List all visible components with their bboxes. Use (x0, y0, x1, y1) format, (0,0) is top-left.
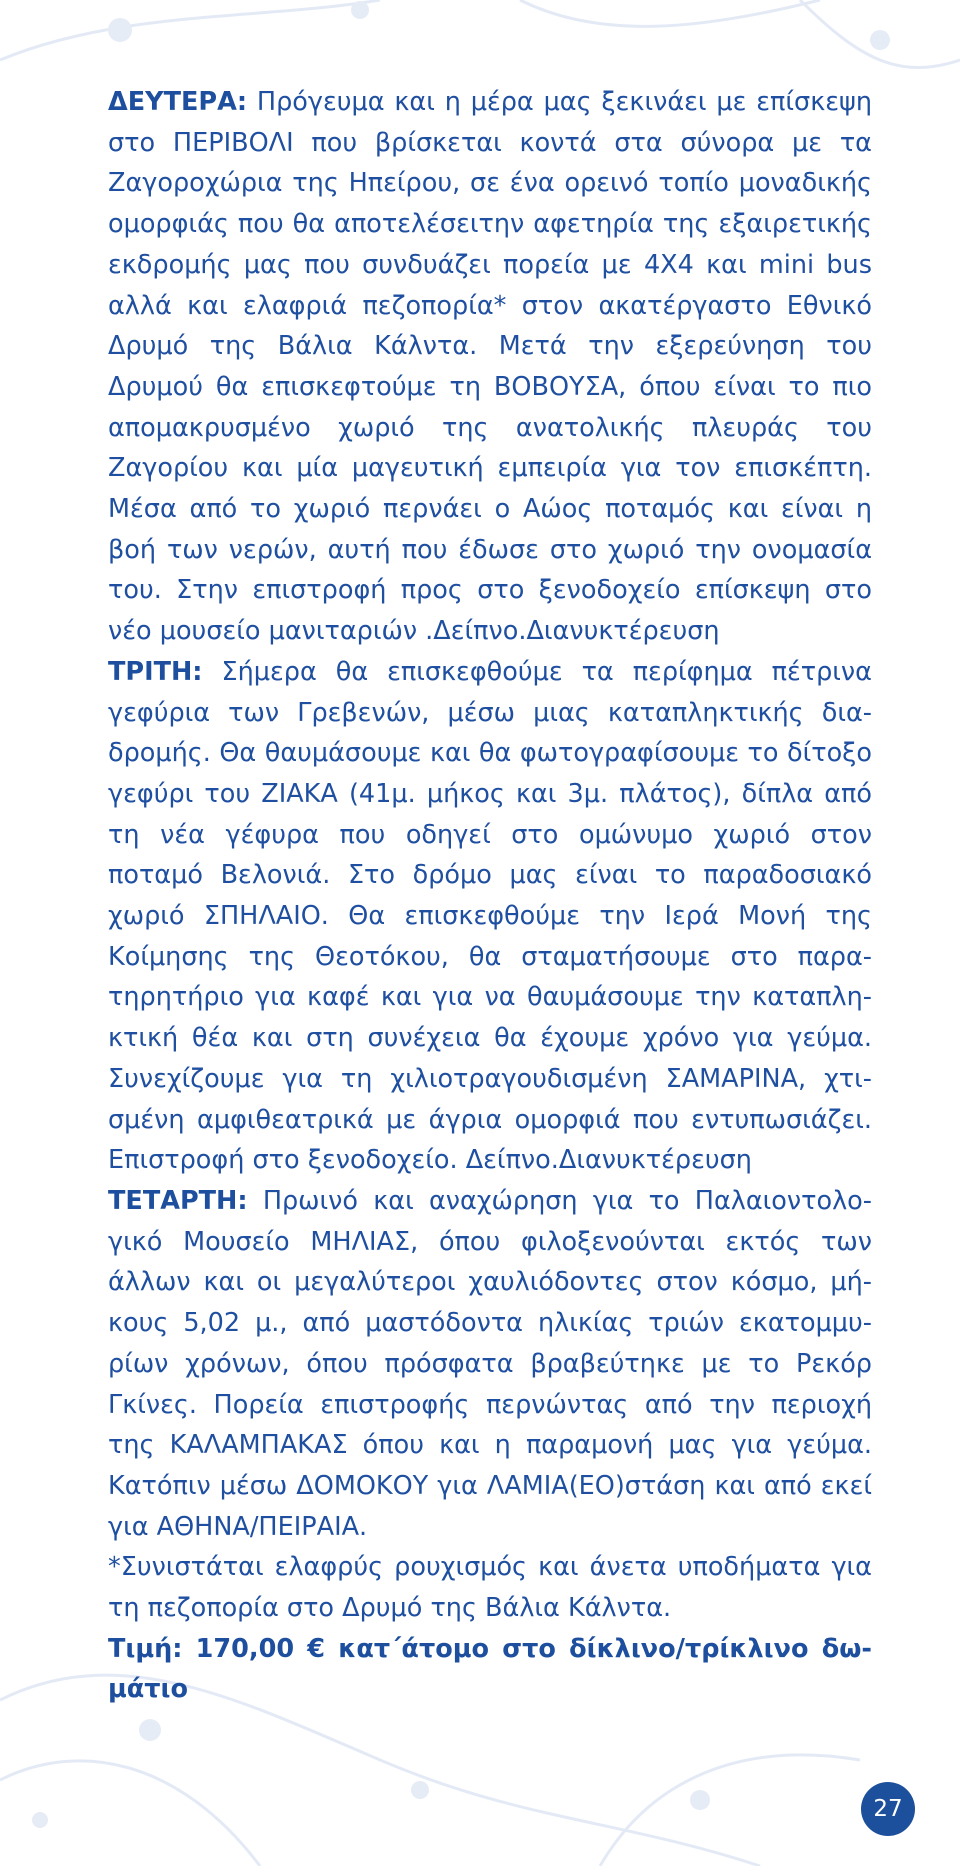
wednesday-text: Πρωινό και αναχώρηση για το Παλαιοντολογικό Μουσείο ΜΗΛΙΑΣ, όπου φιλοξενούνται εκτός των άλλων και οι μεγαλύτεροι χαυλιόδοντες στον κόσμο, μήκους 5,02 μ., από μαστόδοντα ηλικίας τριών εκατομμυρίων χρόνων, όπου πρόσφατα βραβεύτηκε με το Ρεκόρ Γκίνες. Πορεία επιστροφής περνώντας από την περιοχή της ΚΑΛΑΜΠΑΚΑΣ όπου και η παραμονή μας για γεύμα. Κατόπιν μέσω ΔΟΜΟΚΟΥ για ΛΑΜΙΑ(ΕΟ)στάση και από εκεί για ΑΘΗΝΑ/ΠΕΙΡΑΙΑ. (108, 1185, 872, 1542)
paragraph-monday (108, 82, 872, 652)
day-label-tuesday: ΤΡΙΤΗ: (108, 656, 203, 687)
itinerary-text (108, 82, 872, 1710)
page-number-badge (861, 1782, 915, 1836)
price-line: Τιμή: 170,00 € κατ΄άτομο στο δίκλινο/τρίκλινο δωμάτιο (108, 1633, 872, 1705)
day-label-monday: ΔΕΥΤΕΡΑ: (108, 87, 248, 117)
footnote: *Συνιστάται ελαφρύς ρουχισμός και άνετα υποδήματα για τη πεζοπορία στο Δρυμό της Βάλια Κάλντα. (108, 1552, 872, 1624)
paragraph-tuesday (108, 652, 872, 1181)
day-label-wednesday: ΤΕΤΑΡΤΗ: (108, 1185, 248, 1216)
page-number: 27 (873, 1796, 903, 1822)
monday-text: Πρόγευμα και η μέρα μας ξεκινάει με επίσκεψη στο ΠΕΡΙΒΟΛΙ που βρίσκεται κοντά στα σύνορα με τα Ζαγοροχώρια της Ηπείρου, σε ένα ορεινό τοπίο μοναδικής ομορφιάς που θα αποτελέσειτην αφετηρία της εξαιρετικής εκδρομής μας που συνδυάζει πορεία με 4Χ4 και mini bus αλλά και ελαφριά πεζοπορία* στον ακατέργαστο Εθνικό Δρυμό της Βάλια Κάλντα. Μετά την εξερεύνηση του Δρυμού θα επισκεφτούμε τη ΒΟΒΟΥΣΑ, όπου είναι το πιο απομακρυσμένο χωριό της ανατολικής πλευράς του Ζαγορίου και μία μαγευτική εμπειρία για τον επισκέπτη. Μέσα από το χωριό περνάει ο Αώος ποταμός και είναι η βοή των νερών, αυτή που έδωσε στο χωριό την ονομασία του. Στην επιστροφή προς στο ξενοδοχείο επίσκεψη στο νέο μουσείο μανιταριών .Δείπνο.Διανυκτέρευση (108, 87, 872, 647)
paragraph-wednesday (108, 1181, 872, 1547)
tuesday-text: Σήμερα θα επισκεφθούμε τα περίφημα πέτρινα γεφύρια των Γρεβενών, μέσω μιας καταπληκτικής διαδρομής. Θα θαυμάσουμε και θα φωτογραφίσουμε το δίτοξο γεφύρι του ΖΙΑΚΑ (41μ. μήκος και 3μ. πλάτος), δίπλα από τη νέα γέφυρα που οδηγεί στο ομώνυμο χωριό στον ποταμό Βελονιά. Στο δρόμο μας είναι το παραδοσιακό χωριό ΣΠΗΛΑΙΟ. Θα επισκεφθούμε την Ιερά Μονή της Κοίμησης της Θεοτόκου, θα σταματήσουμε στο παρατηρητήριο για καφέ και για να θαυμάσουμε την καταπληκτική θέα και στη συνέχεια θα έχουμε χρόνο για γεύμα. Συνεχίζουμε για τη χιλιοτραγουδισμένη ΣΑΜΑΡΙΝΑ, χτισμένη αμφιθεατρικά με άγρια ομορφιά που εντυπωσιάζει. Επιστροφή στο ξενοδοχείο. Δείπνο.Διανυκτέρευση (108, 656, 872, 1176)
